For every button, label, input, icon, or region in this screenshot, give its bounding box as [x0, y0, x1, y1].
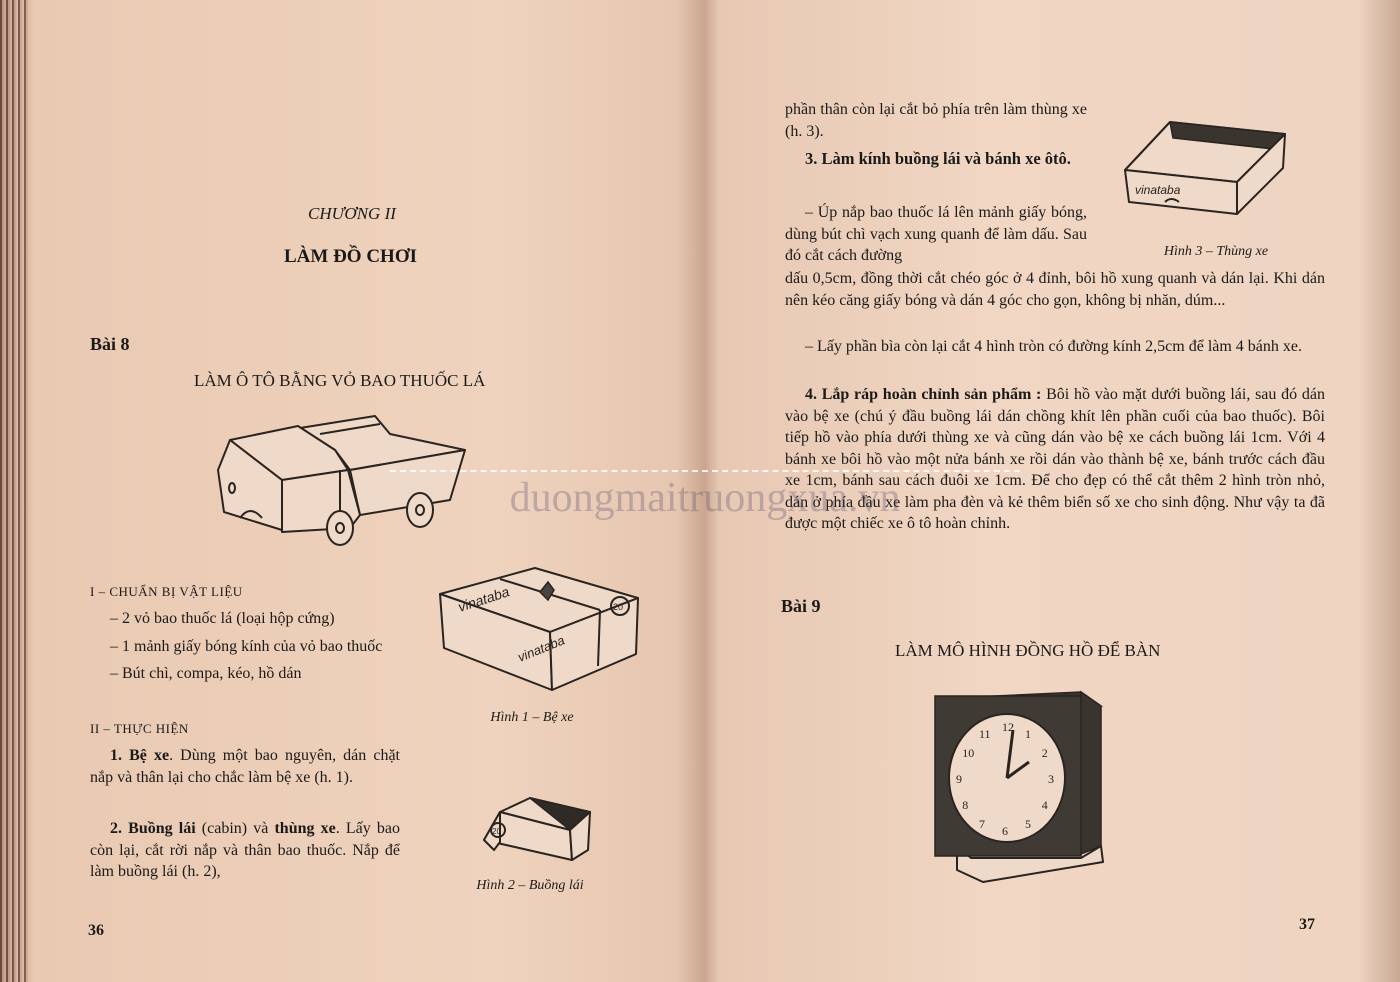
lesson-title: LÀM Ô TÔ BẰNG VỎ BAO THUỐC LÁ: [194, 371, 486, 390]
step4-title: 4. Lắp ráp hoàn chỉnh sản phẩm :: [805, 386, 1042, 403]
lesson-label: Bài 8: [90, 334, 130, 354]
truck-bed-illustration: [1125, 110, 1315, 220]
materials-list: [90, 608, 400, 685]
steps-heading: II – THỰC HIỆN: [90, 721, 189, 736]
step3-paragraph-top: – Úp nắp bao thuốc lá lên mảnh giấy bóng, dùng bút chì vạch xung quanh để làm dấu. Sau đó cắt cách đường: [785, 204, 1087, 264]
material-item: – 2 vỏ bao thuốc lá (loại hộp cứng): [110, 610, 335, 627]
cabin-number: 20: [492, 827, 501, 836]
watermark: duongmaitruongxua.vn: [390, 470, 1020, 524]
clock-number: 11: [979, 727, 991, 741]
page-edges: [0, 0, 30, 982]
cabin-illustration: [480, 790, 600, 870]
lesson9-label: Bài 9: [781, 596, 821, 616]
step3-heading: 3. Làm kính buồng lái và bánh xe ôtô.: [805, 149, 1071, 168]
step1-paragraph: 1. Bệ xe. Dùng một bao nguyên, dán chặt nắp và thân lại cho chắc làm bệ xe (h. 1).: [90, 747, 400, 786]
material-item: – Bút chì, compa, kéo, hồ dán: [110, 665, 302, 682]
step2-title-a: 2. Buồng lái: [110, 820, 196, 837]
step4-paragraph: 4. Lắp ráp hoàn chỉnh sản phẩm : Bôi hồ vào mặt dưới buồng lái, sau đó dán vào bệ xe (chú ý đầu buồng lái dán chồng khít lên phần cuối của bao thuốc). Bôi tiếp hồ vào phía dưới thùng xe và cũng dán vào bệ xe cách buồng lái 1cm. Với 4 bánh xe bôi hồ vào một nửa bánh xe rồi dán vào thành bệ xe, bánh trước cách đầu xe 1cm, bánh sau cách đuôi xe 1cm. Để cho đẹp có thể cắt thêm 2 hình tròn nhỏ, dán ở phía đầu xe làm pha đèn và kẻ thêm biển số xe cho sinh động. Như vậy ta đã được một chiếc xe ô tô hoàn chỉnh.: [785, 386, 1325, 532]
clock-number: 10: [962, 746, 975, 760]
step2-title-b: thùng xe: [274, 820, 336, 837]
clock-number: 2: [1041, 746, 1048, 760]
step3-paragraph-2: – Lấy phần bìa còn lại cắt 4 hình tròn có đường kính 2,5cm để làm 4 bánh xe.: [805, 338, 1303, 355]
clock-illustration: [931, 686, 1111, 886]
page-number-left: 36: [88, 922, 104, 939]
figure3-caption: Hình 3 – Thùng xe: [1163, 244, 1269, 259]
step1-title: 1. Bệ xe: [110, 747, 170, 764]
clock-number: 7: [979, 817, 985, 831]
figure1-caption: Hình 1 – Bệ xe: [490, 710, 574, 725]
chapter-label: CHƯƠNG II: [308, 204, 396, 223]
materials-heading: I – CHUẨN BỊ VẬT LIỆU: [90, 584, 243, 599]
page-number-right: 37: [1299, 916, 1315, 933]
clock-number: 4: [1041, 798, 1048, 812]
clock-number: 1: [1025, 727, 1031, 741]
chapter-title: LÀM ĐỒ CHƠI: [284, 246, 417, 267]
pack-brand-top: vinataba: [455, 583, 512, 615]
lesson9-title: LÀM MÔ HÌNH ĐỒNG HỒ ĐỂ BÀN: [895, 641, 1161, 660]
pack-number: 20: [613, 602, 624, 612]
step3-paragraph-rest: dấu 0,5cm, đồng thời cắt chéo góc ở 4 đỉnh, bôi hồ xung quanh và dán lại. Khi dán nên kéo căng giấy bóng và dán 4 góc cho gọn, không bị nhăn, dúm...: [785, 270, 1325, 309]
clock-number: 6: [1002, 824, 1008, 838]
continued-paragraph: phần thân còn lại cắt bỏ phía trên làm thùng xe (h. 3).: [785, 101, 1087, 140]
clock-number: 3: [1048, 772, 1054, 786]
clock-number: 5: [1025, 817, 1031, 831]
pack-brand-side: vinataba: [515, 632, 567, 665]
material-item: – 1 mảnh giấy bóng kính của vỏ bao thuốc: [110, 637, 383, 655]
figure2-caption: Hình 2 – Buồng lái: [476, 878, 584, 893]
cigarette-pack-illustration: [440, 562, 640, 692]
clock-number: 12: [1002, 720, 1014, 734]
clock-number: 8: [962, 798, 969, 812]
clock-number: 9: [956, 772, 962, 786]
step2-paragraph: 2. Buồng lái (cabin) và thùng xe. Lấy bao còn lại, cắt rời nắp và thân bao thuốc. Nắp để làm buồng lái (h. 2),: [90, 820, 400, 880]
bed-brand: vinataba: [1135, 183, 1181, 197]
